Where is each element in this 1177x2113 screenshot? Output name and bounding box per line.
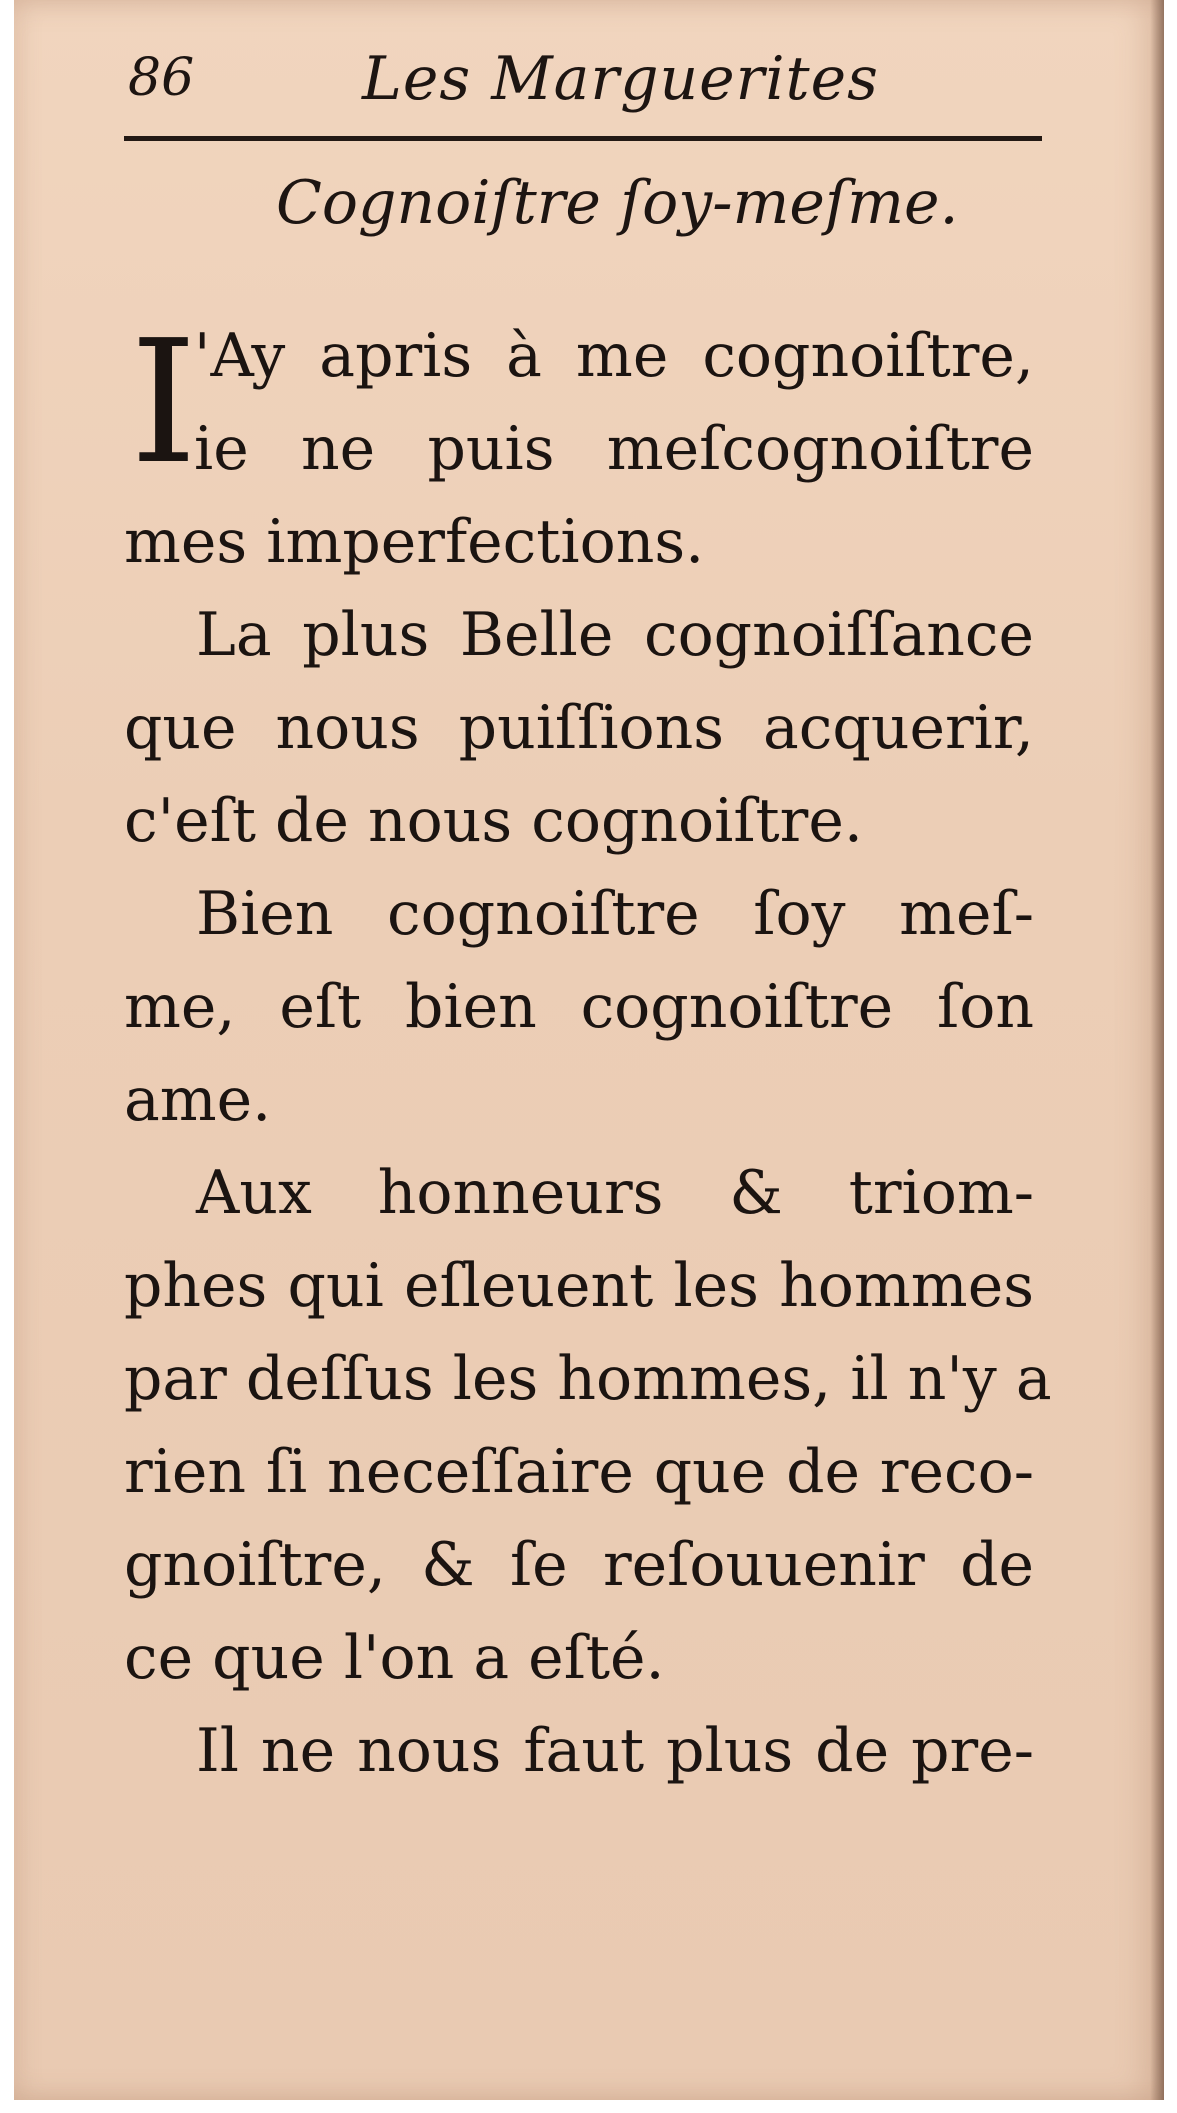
page-number: 86	[128, 48, 195, 108]
text-line: ce que l'on a eſté.	[124, 1623, 665, 1693]
body-text	[124, 304, 1052, 1798]
text-line: que nous puiſſions acquerir,	[124, 693, 1034, 763]
text-line: c'eſt de nous cognoiſtre.	[124, 786, 863, 856]
text-line: mes imperfections.	[124, 507, 705, 577]
text-line: par deſſus les hommes, il n'y a	[124, 1344, 1052, 1414]
text-line: Bien cognoiſtre ſoy meſ-	[196, 879, 1034, 949]
opening-paragraph	[124, 304, 1044, 502]
text-line: me, eſt bien cognoiſtre ſon	[124, 972, 1034, 1042]
book-page	[14, 0, 1164, 2100]
text-line: gnoiſtre, & ſe reſouuenir de	[124, 1530, 1034, 1600]
text-line: Il ne nous faut plus de pre-	[196, 1716, 1034, 1786]
text-line: ame.	[124, 1065, 272, 1135]
text-line: rien ſi neceſſaire que de reco-	[124, 1437, 1034, 1507]
text-line: ie ne puis meſcognoiſtre	[194, 414, 1034, 484]
drop-cap: I	[130, 304, 198, 502]
header-rule	[124, 136, 1042, 141]
running-title: Les Marguerites	[362, 44, 879, 114]
text-line: La plus Belle cognoiſſance	[196, 600, 1034, 670]
page-header	[114, 38, 1044, 128]
text-line: 'Ay apris à me cognoiſtre,	[194, 321, 1034, 391]
text-line: phes qui eſleuent les hommes	[124, 1251, 1034, 1321]
section-title: Cognoiſtre ſoy-meſme.	[276, 168, 959, 238]
text-line: Aux honneurs & triom-	[196, 1158, 1034, 1228]
